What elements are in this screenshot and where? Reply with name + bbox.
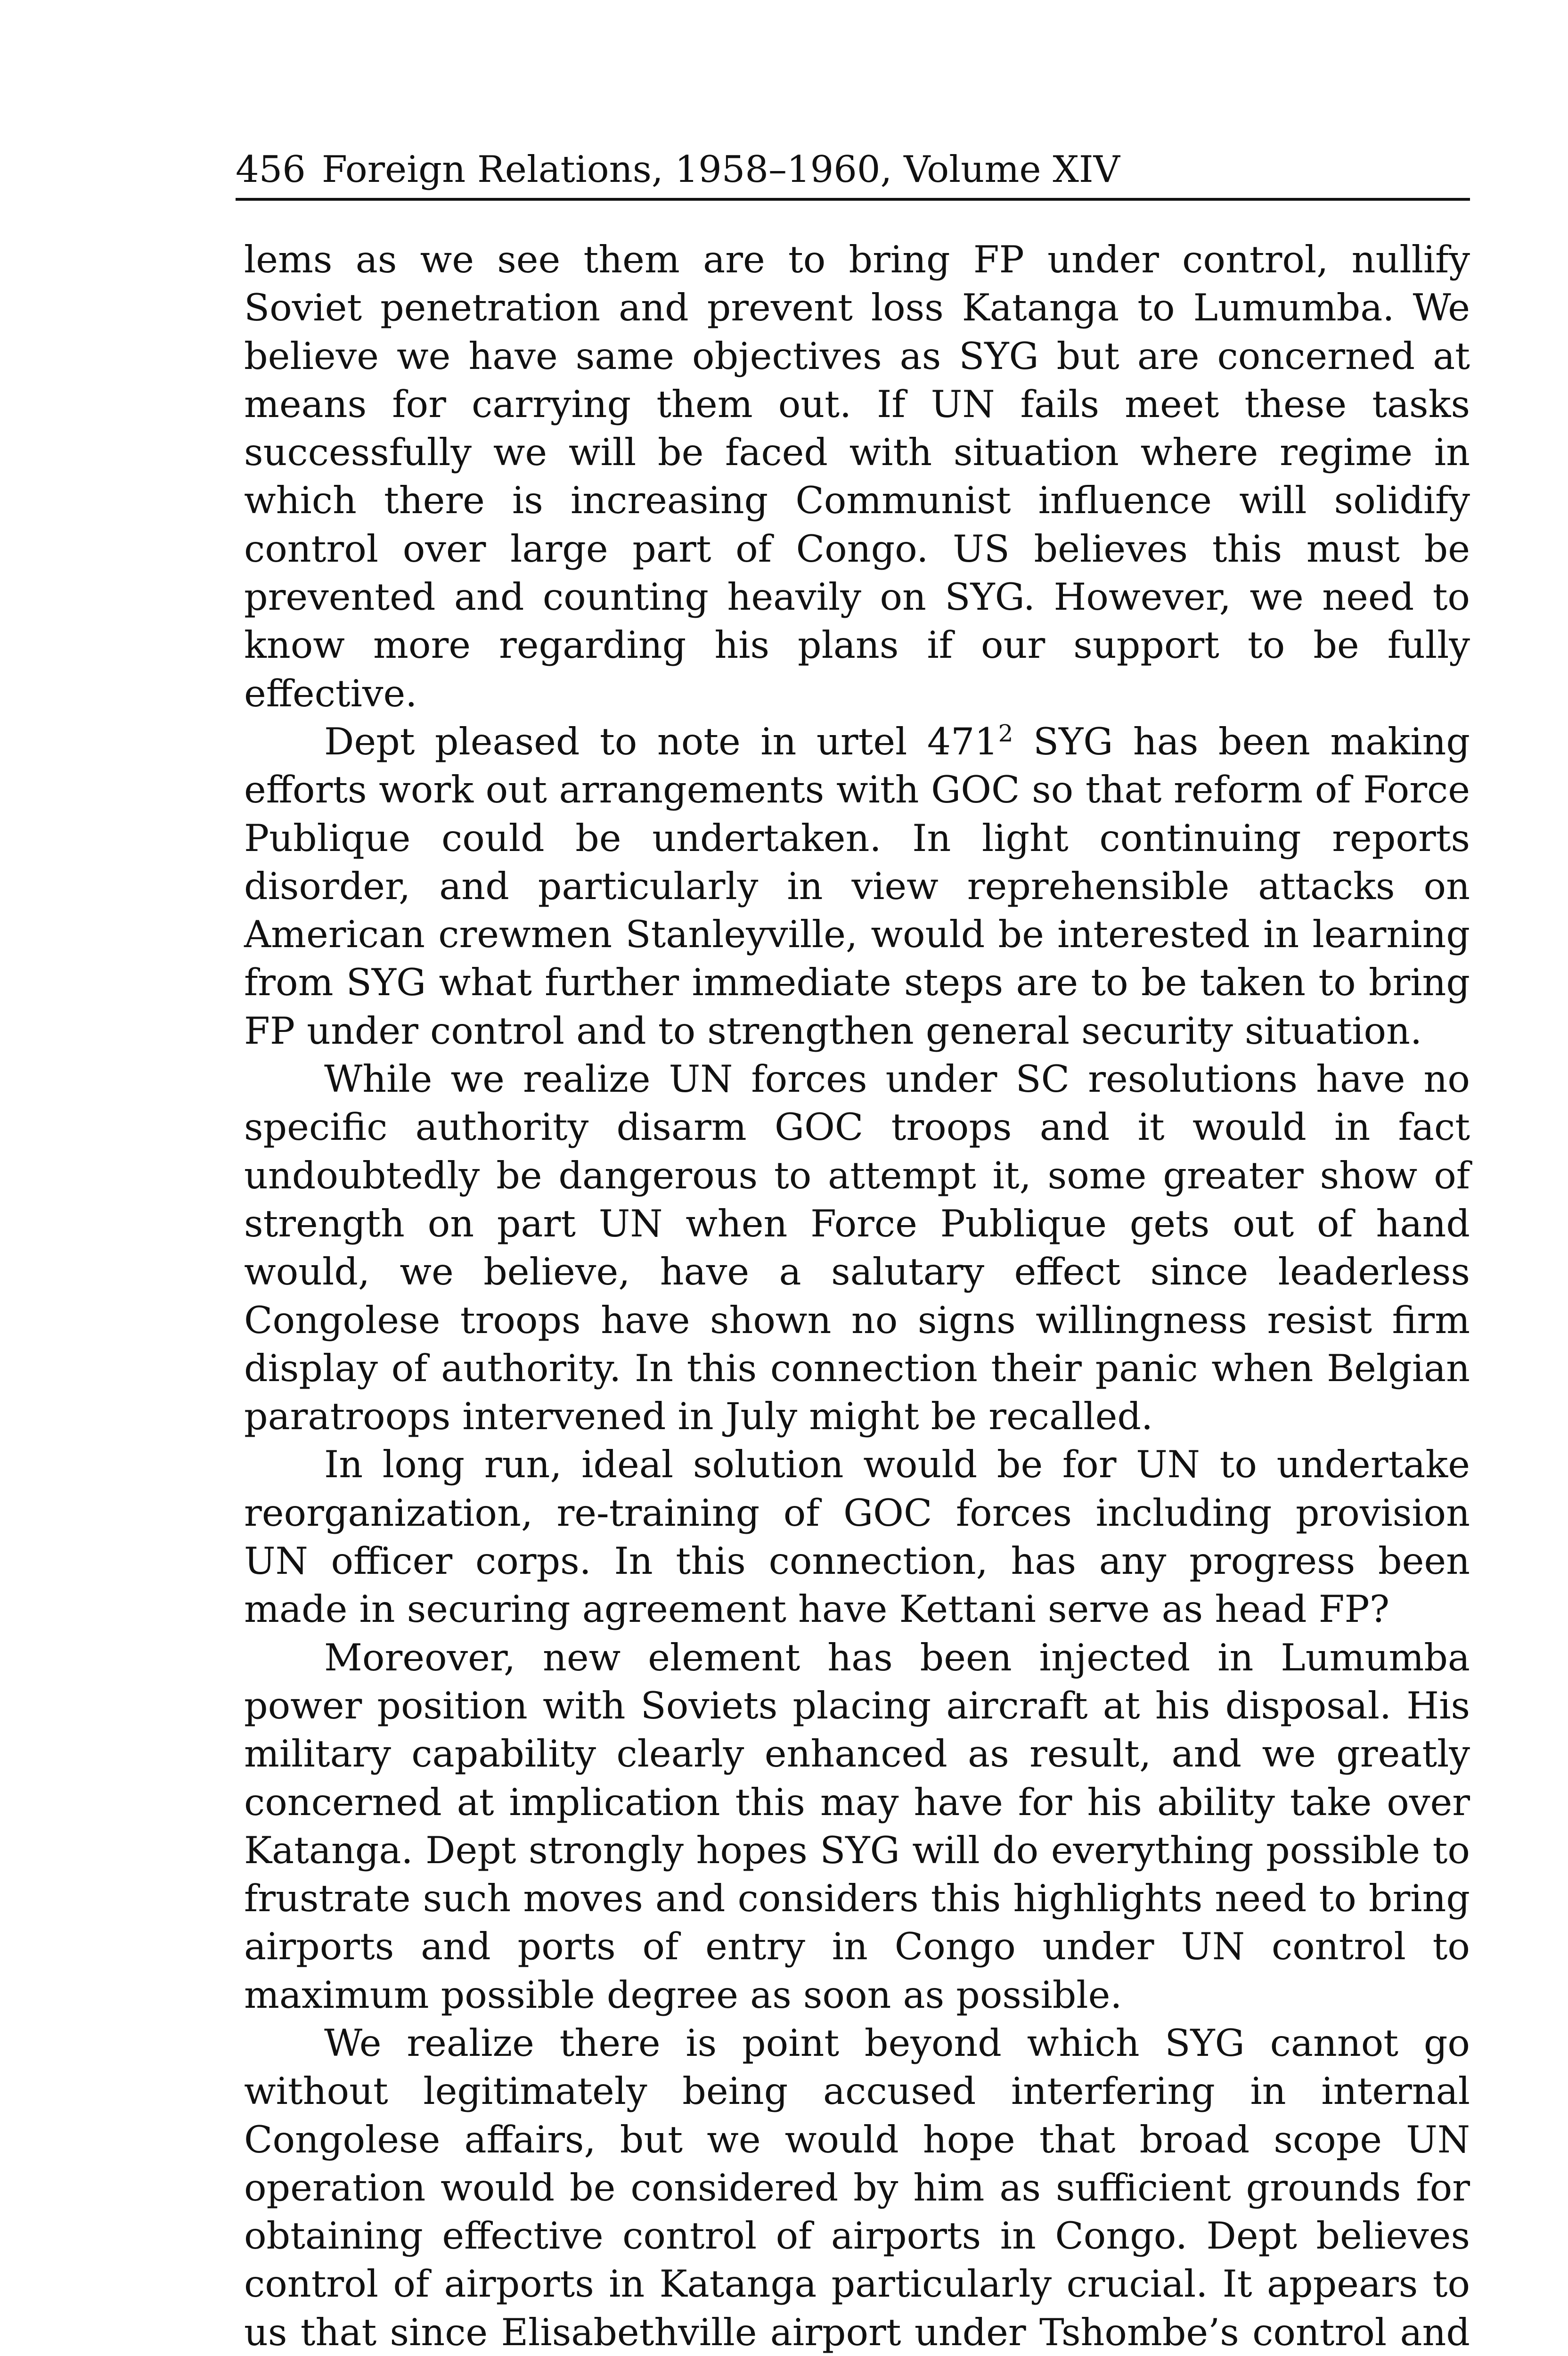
paragraph-4: In long run, ideal solution would be for UN to undertake reorganization, re-training of GOC forces including provision UN officer corps. In this connection, has any progress been made in securing agreement have Kettani serve as head FP? [244, 1443, 1470, 1631]
paragraph-2-start: Dept pleased to note in urtel 471 [324, 720, 998, 763]
footnote-reference: 2 [998, 720, 1013, 747]
paragraph-2 [244, 718, 1470, 1055]
paragraph-5: Moreover, new element has been injected in Lumumba power position with Soviets placing aircraft at his disposal. His military capability clearly enhanced as result, and we greatly concerned at implication this may have for his ability take over Katanga. Dept strongly hopes SYG will do everything possible to frustrate such moves and considers this highlights need to bring airports and ports of entry in Congo under UN control to maximum possible degree as soon as possible. [244, 1636, 1470, 2017]
paragraph-1: lems as we see them are to bring FP under control, nullify Soviet penetration and prevent loss Katanga to Lumumba. We believe we have same objectives as SYG but are concerned at means for carrying them out. If UN fails meet these tasks successfully we will be faced with situation where regime in which there is increasing Communist influence will solidify control over large part of Congo. US believes this must be prevented and counting heavily on SYG. However, we need to know more regarding his plans if our support to be fully effective. [244, 238, 1470, 715]
volume-title: Foreign Relations, 1958–1960, Volume XIV [321, 148, 1120, 191]
running-header [236, 144, 1470, 201]
paragraph-3: While we realize UN forces under SC resolutions have no specific authority disarm GOC troops and it would in fact undoubtedly be dangerous to attempt it, some greater show of strength on part UN when Force Publique gets out of hand would, we believe, have a salutary effect since leaderless Congolese troops have shown no signs willingness resist firm display of authority. In this connection their panic when Belgian paratroops intervened in July might be recalled. [244, 1057, 1470, 1439]
body-text [244, 236, 1470, 2356]
page-number: 456 [236, 148, 306, 191]
paragraph-2-end: SYG has been making efforts work out arrangements with GOC so that reform of Force Publique could be undertaken. In light continuing reports disorder, and particularly in view reprehensible attacks on American crewmen Stanleyville, would be interested in learning from SYG what further immediate steps are to be taken to bring FP under control and to strengthen general security situation. [244, 720, 1470, 1053]
paragraph-6: We realize there is point beyond which SYG cannot go without legitimately being accused interfering in internal Congolese affairs, but we would hope that broad scope UN operation would be considered by him as sufficient grounds for obtaining effective control of airports in Congo. Dept believes control of airports in Katanga particularly crucial. It appears to us that since Elisabethville airport under Tshombe’s control and [244, 2021, 1470, 2354]
